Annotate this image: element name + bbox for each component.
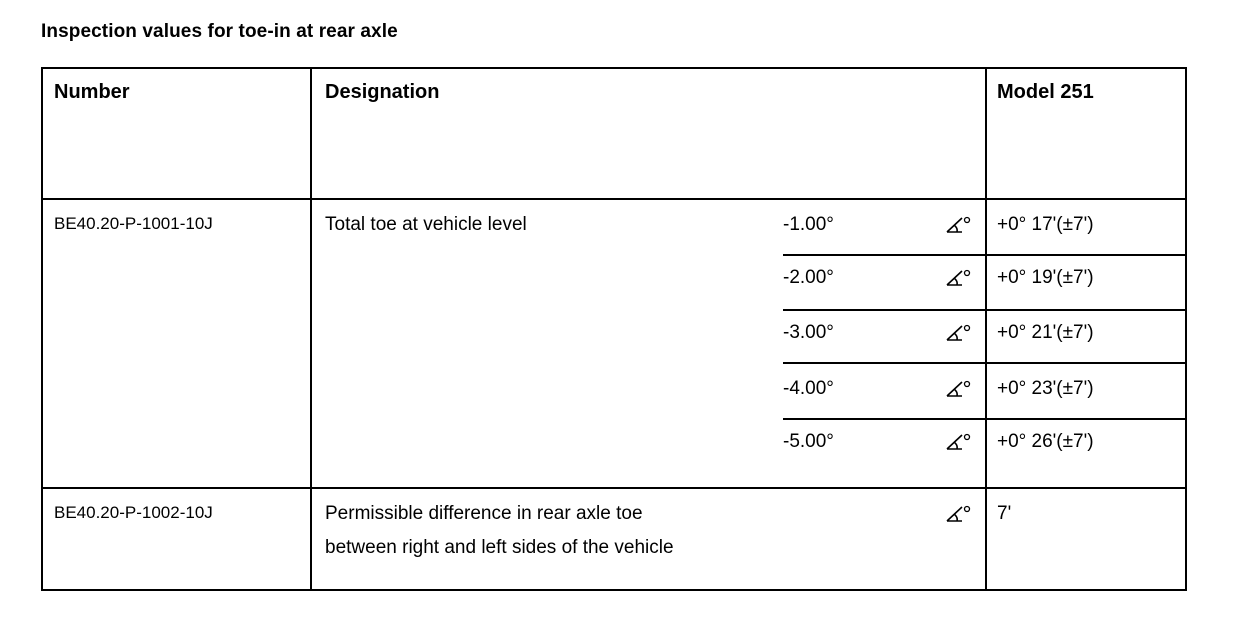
row-designation: Total toe at vehicle level [325,214,527,235]
angle-degree-icon [945,432,971,456]
vehicle-level: -2.00° [783,267,834,288]
header-designation: Designation [325,81,440,103]
model-value: +0° 23'(±7') [997,378,1094,399]
row-divider [43,487,1185,489]
column-divider [310,69,312,589]
row-number: BE40.20-P-1001-10J [54,214,213,233]
subrow-divider [783,418,1187,420]
angle-degree-icon [945,268,971,292]
subrow-divider [783,362,1187,364]
model-value: +0° 19'(±7') [997,267,1094,288]
subrow-divider [783,254,1187,256]
header-model: Model 251 [997,81,1094,103]
row-designation [325,497,674,565]
model-value: +0° 26'(±7') [997,431,1094,452]
angle-degree-icon [945,379,971,403]
designation-line: between right and left sides of the vehicle [325,537,674,558]
page-title: Inspection values for toe-in at rear axle [41,21,398,42]
header-number: Number [54,81,130,103]
vehicle-level: -3.00° [783,322,834,343]
vehicle-level: -5.00° [783,431,834,452]
angle-degree-icon [945,323,971,347]
vehicle-level: -1.00° [783,214,834,235]
row-number: BE40.20-P-1002-10J [54,503,213,522]
header-divider [43,198,1185,200]
model-value: +0° 21'(±7') [997,322,1094,343]
angle-degree-icon [945,215,971,239]
subrow-divider [783,309,1187,311]
column-divider [985,69,987,589]
vehicle-level: -4.00° [783,378,834,399]
model-value: 7' [997,503,1012,524]
inspection-table [41,67,1187,591]
angle-degree-icon [945,504,971,528]
model-value: +0° 17'(±7') [997,214,1094,235]
designation-line: Permissible difference in rear axle toe [325,503,643,524]
